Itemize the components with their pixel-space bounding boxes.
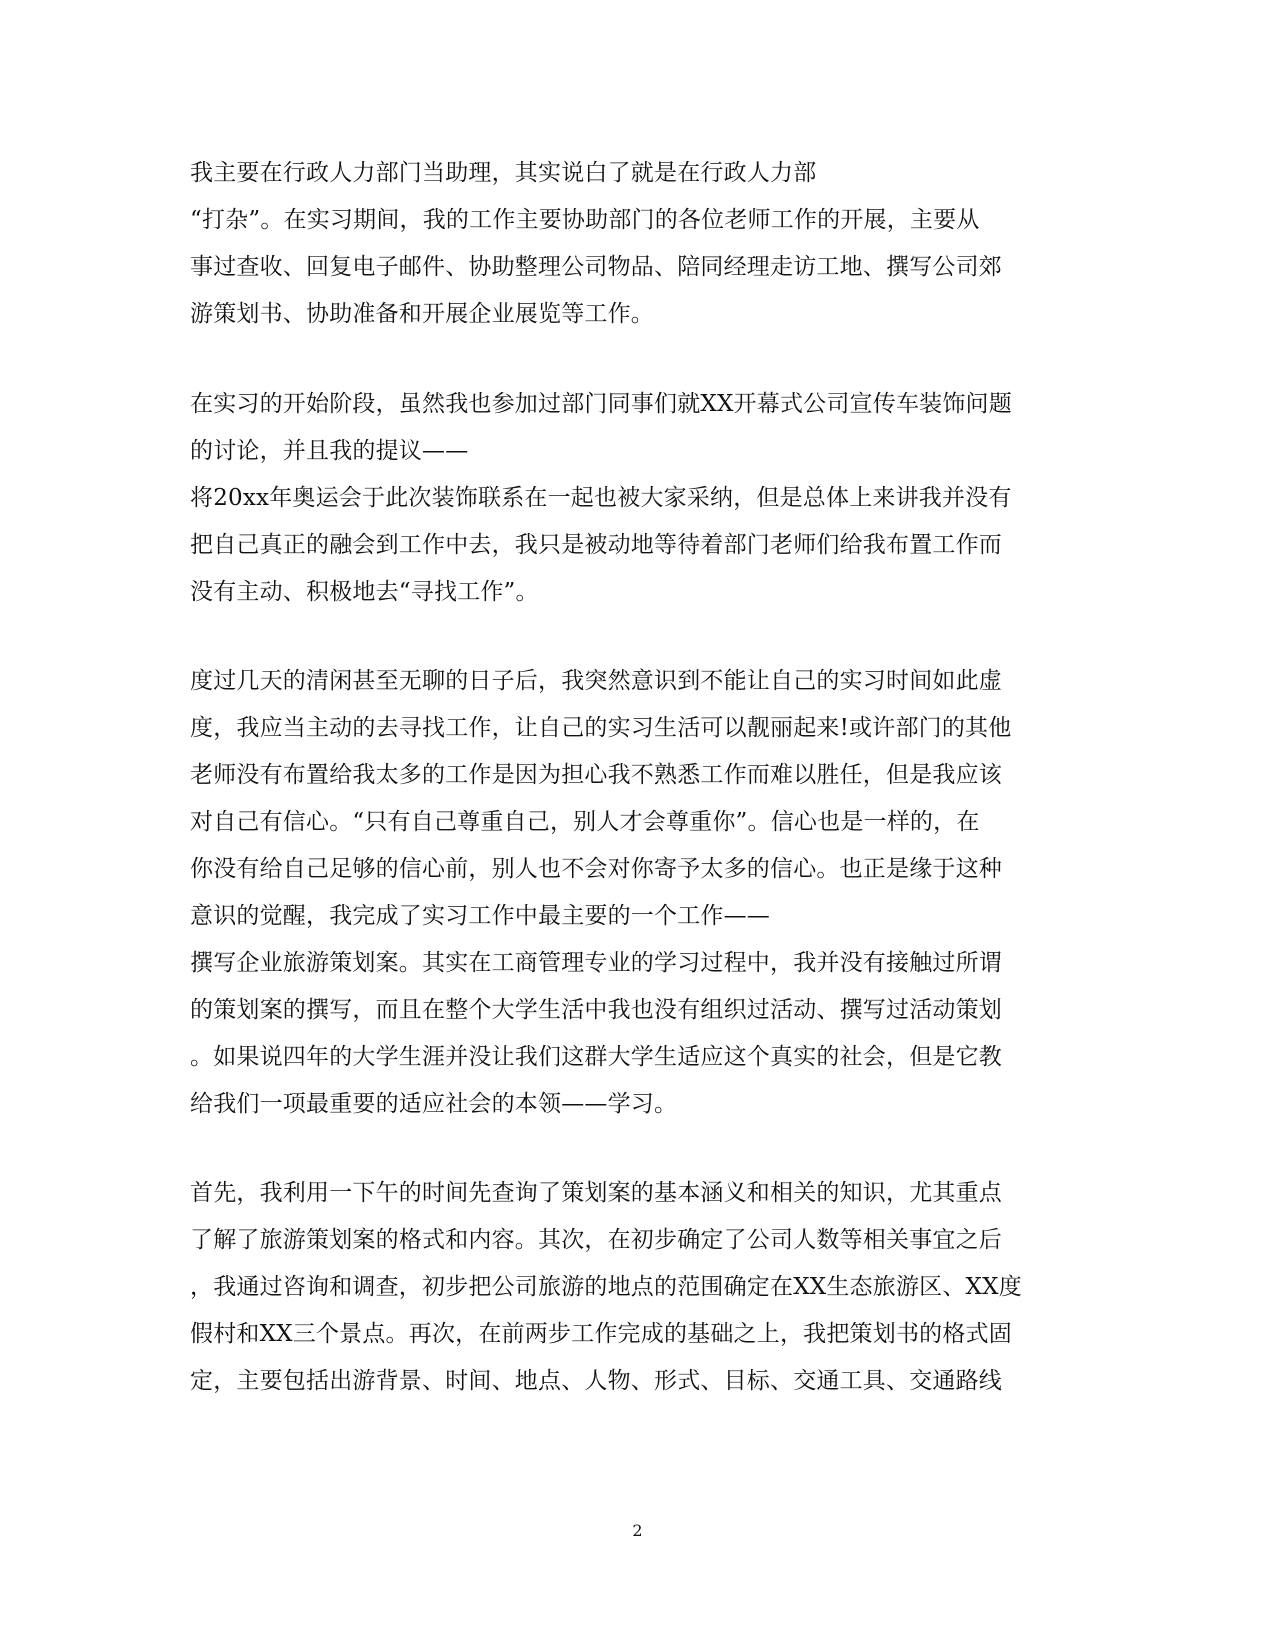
paragraph-3-line-6: 意识的觉醒，我完成了实习工作中最主要的一个工作—— xyxy=(190,903,770,929)
paragraph-2-line-5: 没有主动、积极地去“寻找工作”。 xyxy=(190,579,539,605)
paragraph-1-line-1: 我主要在行政人力部门当助理，其实说白了就是在行政人力部 xyxy=(190,160,817,186)
paragraph-4-line-4: 假村和XX三个景点。再次，在前两步工作完成的基础之上，我把策划书的格式固 xyxy=(190,1321,1012,1347)
paragraph-3-line-2: 度，我应当主动的去寻找工作，让自己的实习生活可以靓丽起来!或许部门的其他 xyxy=(190,715,1012,741)
page-number: 2 xyxy=(632,1521,643,1540)
paragraph-4-line-1: 首先，我利用一下午的时间先查询了策划案的基本涵义和相关的知识，尤其重点 xyxy=(190,1180,1002,1206)
paragraph-3-line-5: 你没有给自己足够的信心前，别人也不会对你寄予太多的信心。也正是缘于这种 xyxy=(190,856,1002,882)
paragraph-4-line-2: 了解了旅游策划案的格式和内容。其次，在初步确定了公司人数等相关事宜之后 xyxy=(190,1227,1002,1253)
paragraph-1-line-4: 游策划书、协助准备和开展企业展览等工作。 xyxy=(190,301,654,327)
paragraph-3-line-8: 的策划案的撰写，而且在整个大学生活中我也没有组织过活动、撰写过活动策划 xyxy=(190,997,1002,1023)
paragraph-2-line-3: 将20xx年奥运会于此次装饰联系在一起也被大家采纳，但是总体上来讲我并没有 xyxy=(190,485,1012,511)
paragraph-3-line-1: 度过几天的清闲甚至无聊的日子后，我突然意识到不能让自己的实习时间如此虚 xyxy=(190,668,1002,694)
paragraph-3-line-3: 老师没有布置给我太多的工作是因为担心我不熟悉工作而难以胜任，但是我应该 xyxy=(190,762,1002,788)
paragraph-3-line-10: 给我们一项最重要的适应社会的本领——学习。 xyxy=(190,1091,678,1117)
paragraph-2-line-2: 的讨论，并且我的提议—— xyxy=(190,438,469,464)
paragraph-4-line-5: 定，主要包括出游背景、时间、地点、人物、形式、目标、交通工具、交通路线 xyxy=(190,1368,1002,1394)
paragraph-1-line-3: 事过查收、回复电子邮件、协助整理公司物品、陪同经理走访工地、撰写公司郊 xyxy=(190,254,1002,280)
paragraph-3-line-9: 。如果说四年的大学生涯并没让我们这群大学生适应这个真实的社会，但是它教 xyxy=(190,1044,1002,1070)
paragraph-3-line-4: 对自己有信心。“只有自己尊重自己，别人才会尊重你”。信心也是一样的，在 xyxy=(190,809,980,835)
paragraph-3-line-7: 撰写企业旅游策划案。其实在工商管理专业的学习过程中，我并没有接触过所谓 xyxy=(190,950,1002,976)
paragraph-4-line-3: ，我通过咨询和调查，初步把公司旅游的地点的范围确定在XX生态旅游区、XX度 xyxy=(190,1274,1022,1300)
paragraph-1-line-2: “打杂”。在实习期间，我的工作主要协助部门的各位老师工作的开展，主要从 xyxy=(190,207,980,233)
paragraph-2-line-1: 在实习的开始阶段，虽然我也参加过部门同事们就XX开幕式公司宣传车装饰问题 xyxy=(190,391,1012,417)
paragraph-2-line-4: 把自己真正的融会到工作中去，我只是被动地等待着部门老师们给我布置工作而 xyxy=(190,532,1002,558)
